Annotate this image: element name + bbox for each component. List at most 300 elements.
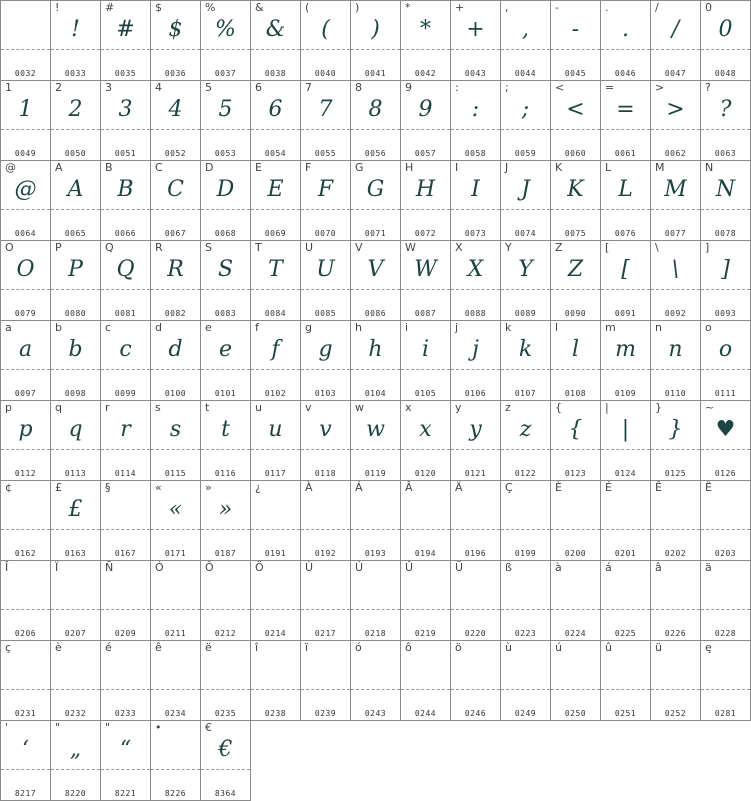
cell-character-label: Ù bbox=[305, 561, 314, 574]
baseline-guide bbox=[251, 689, 300, 690]
glyph-cell bbox=[500, 0, 550, 80]
baseline-guide bbox=[201, 529, 250, 530]
baseline-guide bbox=[101, 129, 150, 130]
glyph-cell bbox=[200, 160, 250, 240]
cell-codepoint: 0120 bbox=[414, 469, 437, 478]
glyph-sample bbox=[351, 577, 400, 609]
cell-codepoint: 0108 bbox=[564, 389, 587, 398]
baseline-guide bbox=[251, 449, 300, 450]
glyph-cell bbox=[150, 560, 200, 640]
cell-character-label: k bbox=[505, 321, 512, 334]
glyph-cell bbox=[100, 80, 150, 160]
cell-codepoint: 0072 bbox=[414, 229, 437, 238]
baseline-guide bbox=[201, 209, 250, 210]
cell-character-label: s bbox=[155, 401, 161, 414]
glyph-cell bbox=[350, 240, 400, 320]
glyph-sample: 5 bbox=[218, 97, 233, 122]
cell-character-label: L bbox=[605, 161, 612, 174]
glyph-cell bbox=[50, 560, 100, 640]
glyph-sample: j bbox=[472, 337, 479, 362]
glyph-sample: M bbox=[664, 177, 687, 202]
baseline-guide bbox=[651, 129, 700, 130]
cell-codepoint: 0082 bbox=[164, 309, 187, 318]
glyph-sample: 8 bbox=[368, 97, 383, 122]
cell-codepoint: 0235 bbox=[214, 709, 237, 718]
cell-character-label: $ bbox=[155, 1, 162, 14]
glyph-sample bbox=[101, 577, 150, 609]
glyph-sample: O bbox=[16, 257, 35, 282]
baseline-guide bbox=[451, 449, 500, 450]
glyph-cell bbox=[600, 480, 650, 560]
cell-codepoint: 0068 bbox=[214, 229, 237, 238]
cell-character-label: Ö bbox=[255, 561, 264, 574]
cell-character-label: Ï bbox=[55, 561, 59, 574]
cell-character-label: û bbox=[605, 641, 612, 654]
glyph-sample: £ bbox=[68, 497, 83, 522]
cell-character-label: u bbox=[255, 401, 262, 414]
cell-character-label: Ú bbox=[355, 561, 364, 574]
cell-character-label: ë bbox=[205, 641, 212, 654]
glyph-cell bbox=[300, 480, 350, 560]
baseline-guide bbox=[651, 449, 700, 450]
baseline-guide bbox=[551, 529, 600, 530]
cell-codepoint: 0103 bbox=[314, 389, 337, 398]
cell-character-label: 0 bbox=[705, 1, 712, 14]
glyph-cell bbox=[150, 240, 200, 320]
glyph-sample: ‘ bbox=[22, 737, 29, 762]
glyph-cell bbox=[150, 720, 200, 801]
glyph-cell bbox=[300, 320, 350, 400]
cell-character-label: W bbox=[405, 241, 416, 254]
baseline-guide bbox=[1, 369, 50, 370]
glyph-sample: d bbox=[168, 337, 183, 362]
cell-codepoint: 0211 bbox=[164, 629, 187, 638]
cell-codepoint: 0088 bbox=[464, 309, 487, 318]
glyph-sample bbox=[351, 657, 400, 689]
cell-character-label: / bbox=[655, 1, 659, 14]
cell-codepoint: 0086 bbox=[364, 309, 387, 318]
glyph-cell bbox=[550, 480, 600, 560]
glyph-cell bbox=[350, 640, 400, 721]
cell-character-label: P bbox=[55, 241, 62, 254]
glyph-cell bbox=[400, 640, 450, 721]
cell-character-label: g bbox=[305, 321, 312, 334]
glyph-sample: v bbox=[319, 417, 332, 442]
cell-codepoint: 0191 bbox=[264, 549, 287, 558]
glyph-sample: B bbox=[117, 177, 134, 202]
cell-character-label: { bbox=[555, 401, 562, 414]
cell-character-label: ' bbox=[5, 721, 9, 734]
glyph-sample: 4 bbox=[168, 97, 183, 122]
glyph-cell bbox=[300, 640, 350, 721]
glyph-cell bbox=[450, 0, 500, 80]
glyph-sample: , bbox=[522, 17, 529, 42]
glyph-cell bbox=[50, 320, 100, 400]
glyph-sample: b bbox=[68, 337, 83, 362]
cell-codepoint: 0203 bbox=[714, 549, 737, 558]
glyph-cell bbox=[300, 400, 350, 480]
glyph-sample: K bbox=[567, 177, 584, 202]
glyph-sample: a bbox=[18, 337, 33, 362]
cell-character-label: ü bbox=[655, 641, 662, 654]
cell-character-label: è bbox=[55, 641, 62, 654]
glyph-sample: $ bbox=[168, 17, 183, 42]
glyph-cell bbox=[350, 400, 400, 480]
glyph-sample: r bbox=[120, 417, 131, 442]
glyph-sample: » bbox=[218, 497, 233, 522]
cell-character-label: 7 bbox=[305, 81, 312, 94]
glyph-sample: Z bbox=[567, 257, 584, 282]
cell-character-label: R bbox=[155, 241, 163, 254]
glyph-sample bbox=[251, 657, 300, 689]
glyph-sample: g bbox=[318, 337, 333, 362]
cell-codepoint: 0063 bbox=[714, 149, 737, 158]
baseline-guide bbox=[151, 449, 200, 450]
glyph-cell bbox=[50, 240, 100, 320]
glyph-cell bbox=[700, 560, 751, 640]
cell-character-label: y bbox=[455, 401, 462, 414]
glyph-sample: h bbox=[368, 337, 383, 362]
cell-character-label: + bbox=[455, 1, 465, 14]
cell-character-label: q bbox=[55, 401, 62, 414]
cell-codepoint: 0062 bbox=[664, 149, 687, 158]
glyph-sample: \ bbox=[671, 257, 680, 282]
cell-codepoint: 0123 bbox=[564, 469, 587, 478]
glyph-cell bbox=[250, 560, 300, 640]
baseline-guide bbox=[1, 769, 50, 770]
baseline-guide bbox=[351, 609, 400, 610]
cell-codepoint: 0087 bbox=[414, 309, 437, 318]
baseline-guide bbox=[301, 129, 350, 130]
baseline-guide bbox=[501, 209, 550, 210]
glyph-cell bbox=[550, 320, 600, 400]
glyph-sample bbox=[1, 497, 50, 529]
cell-character-label: ( bbox=[305, 1, 310, 14]
baseline-guide bbox=[401, 369, 450, 370]
glyph-cell bbox=[100, 560, 150, 640]
baseline-guide bbox=[651, 609, 700, 610]
cell-character-label: X bbox=[455, 241, 463, 254]
glyph-sample bbox=[101, 497, 150, 529]
cell-codepoint: 0193 bbox=[364, 549, 387, 558]
baseline-guide bbox=[551, 609, 600, 610]
cell-codepoint: 0105 bbox=[414, 389, 437, 398]
glyph-cell bbox=[200, 400, 250, 480]
baseline-guide bbox=[51, 289, 100, 290]
glyph-sample bbox=[451, 497, 500, 529]
glyph-cell bbox=[600, 0, 650, 80]
glyph-cell bbox=[550, 80, 600, 160]
cell-codepoint: 0053 bbox=[214, 149, 237, 158]
glyph-sample: t bbox=[221, 417, 230, 442]
cell-character-label: [ bbox=[605, 241, 610, 254]
cell-codepoint: 0054 bbox=[264, 149, 287, 158]
cell-codepoint: 0126 bbox=[714, 469, 737, 478]
baseline-guide bbox=[101, 769, 150, 770]
cell-character-label: , bbox=[505, 1, 509, 14]
cell-character-label: < bbox=[555, 81, 565, 94]
cell-codepoint: 0125 bbox=[664, 469, 687, 478]
glyph-sample: & bbox=[265, 17, 286, 42]
glyph-cell bbox=[450, 160, 500, 240]
glyph-cell bbox=[650, 400, 700, 480]
cell-codepoint: 0107 bbox=[514, 389, 537, 398]
glyph-cell bbox=[100, 400, 150, 480]
cell-character-label: % bbox=[205, 1, 216, 14]
glyph-cell bbox=[500, 560, 550, 640]
glyph-sample: q bbox=[68, 417, 83, 442]
glyph-sample bbox=[651, 657, 700, 689]
glyph-cell bbox=[200, 320, 250, 400]
glyph-sample: Q bbox=[116, 257, 135, 282]
glyph-sample: S bbox=[217, 257, 234, 282]
glyph-sample bbox=[301, 657, 350, 689]
glyph-sample: F bbox=[317, 177, 334, 202]
glyph-cell bbox=[350, 560, 400, 640]
glyph-sample: / bbox=[671, 17, 680, 42]
cell-codepoint: 0251 bbox=[614, 709, 637, 718]
cell-codepoint: 0067 bbox=[164, 229, 187, 238]
glyph-cell bbox=[450, 400, 500, 480]
cell-character-label: ] bbox=[705, 241, 710, 254]
baseline-guide bbox=[201, 289, 250, 290]
cell-character-label: " bbox=[55, 721, 61, 734]
cell-character-label: 4 bbox=[155, 81, 162, 94]
baseline-guide bbox=[601, 369, 650, 370]
baseline-guide bbox=[251, 289, 300, 290]
glyph-cell bbox=[200, 480, 250, 560]
baseline-guide bbox=[551, 209, 600, 210]
cell-codepoint: 0228 bbox=[714, 629, 737, 638]
cell-codepoint: 0043 bbox=[464, 69, 487, 78]
glyph-cell bbox=[250, 480, 300, 560]
baseline-guide bbox=[251, 369, 300, 370]
cell-character-label: 1 bbox=[5, 81, 12, 94]
cell-codepoint: 0045 bbox=[564, 69, 587, 78]
cell-character-label: T bbox=[255, 241, 262, 254]
cell-codepoint: 0206 bbox=[14, 629, 37, 638]
cell-character-label: á bbox=[605, 561, 612, 574]
glyph-sample bbox=[601, 497, 650, 529]
glyph-sample: ! bbox=[71, 17, 80, 42]
glyph-sample bbox=[251, 577, 300, 609]
glyph-cell bbox=[300, 240, 350, 320]
glyph-cell bbox=[50, 160, 100, 240]
cell-codepoint: 0090 bbox=[564, 309, 587, 318]
cell-character-label: H bbox=[405, 161, 414, 174]
glyph-cell bbox=[150, 0, 200, 80]
cell-character-label: ę bbox=[705, 641, 712, 654]
baseline-guide bbox=[651, 209, 700, 210]
glyph-sample: H bbox=[415, 177, 436, 202]
cell-codepoint: 0223 bbox=[514, 629, 537, 638]
cell-codepoint: 0111 bbox=[714, 389, 737, 398]
cell-codepoint: 0115 bbox=[164, 469, 187, 478]
cell-codepoint: 0243 bbox=[364, 709, 387, 718]
glyph-sample: 1 bbox=[18, 97, 33, 122]
baseline-guide bbox=[1, 129, 50, 130]
cell-character-label: " bbox=[105, 721, 111, 734]
cell-codepoint: 0113 bbox=[64, 469, 87, 478]
cell-codepoint: 0058 bbox=[464, 149, 487, 158]
glyph-cell bbox=[400, 80, 450, 160]
glyph-sample bbox=[701, 657, 750, 689]
glyph-sample: { bbox=[568, 417, 583, 442]
glyph-sample bbox=[51, 577, 100, 609]
baseline-guide bbox=[401, 449, 450, 450]
baseline-guide bbox=[351, 689, 400, 690]
glyph-sample: ( bbox=[321, 17, 330, 42]
baseline-guide bbox=[551, 369, 600, 370]
baseline-guide bbox=[301, 289, 350, 290]
baseline-guide bbox=[1, 529, 50, 530]
glyph-cell bbox=[450, 240, 500, 320]
glyph-cell bbox=[500, 80, 550, 160]
glyph-sample bbox=[1, 577, 50, 609]
glyph-sample: „ bbox=[69, 737, 82, 762]
baseline-guide bbox=[501, 529, 550, 530]
cell-character-label: f bbox=[255, 321, 259, 334]
glyph-cell bbox=[250, 80, 300, 160]
glyph-sample: ; bbox=[521, 97, 530, 122]
baseline-guide bbox=[601, 449, 650, 450]
glyph-sample bbox=[151, 657, 200, 689]
glyph-sample: V bbox=[367, 257, 384, 282]
glyph-cell bbox=[150, 160, 200, 240]
glyph-sample: n bbox=[668, 337, 683, 362]
baseline-guide bbox=[101, 689, 150, 690]
glyph-cell bbox=[100, 720, 150, 801]
glyph-cell bbox=[400, 320, 450, 400]
glyph-sample: # bbox=[116, 17, 135, 42]
glyph-sample bbox=[151, 737, 200, 769]
glyph-cell bbox=[550, 0, 600, 80]
baseline-guide bbox=[401, 289, 450, 290]
cell-character-label: K bbox=[555, 161, 563, 174]
glyph-cell bbox=[650, 320, 700, 400]
cell-codepoint: 0212 bbox=[214, 629, 237, 638]
cell-character-label: ¢ bbox=[5, 481, 12, 494]
cell-codepoint: 0102 bbox=[264, 389, 287, 398]
cell-codepoint: 0073 bbox=[464, 229, 487, 238]
baseline-guide bbox=[51, 209, 100, 210]
cell-character-label: J bbox=[505, 161, 509, 174]
glyph-cell bbox=[700, 320, 751, 400]
baseline-guide bbox=[351, 529, 400, 530]
baseline-guide bbox=[351, 129, 400, 130]
cell-character-label: Z bbox=[555, 241, 563, 254]
baseline-guide bbox=[101, 369, 150, 370]
cell-character-label: O bbox=[5, 241, 14, 254]
cell-codepoint: 0121 bbox=[464, 469, 487, 478]
cell-codepoint: 0217 bbox=[314, 629, 337, 638]
cell-codepoint: 0207 bbox=[64, 629, 87, 638]
baseline-guide bbox=[301, 209, 350, 210]
cell-codepoint: 0093 bbox=[714, 309, 737, 318]
baseline-guide bbox=[151, 129, 200, 130]
cell-codepoint: 0050 bbox=[64, 149, 87, 158]
baseline-guide bbox=[101, 49, 150, 50]
glyph-cell bbox=[300, 560, 350, 640]
cell-codepoint: 0167 bbox=[114, 549, 137, 558]
cell-codepoint: 0075 bbox=[564, 229, 587, 238]
glyph-sample: f bbox=[271, 337, 280, 362]
baseline-guide bbox=[51, 609, 100, 610]
baseline-guide bbox=[651, 369, 700, 370]
cell-character-label: A bbox=[55, 161, 63, 174]
cell-codepoint: 0218 bbox=[364, 629, 387, 638]
cell-character-label: U bbox=[305, 241, 314, 254]
cell-codepoint: 0224 bbox=[564, 629, 587, 638]
glyph-sample: T bbox=[268, 257, 283, 282]
cell-character-label: î bbox=[255, 641, 259, 654]
cell-character-label: v bbox=[305, 401, 312, 414]
baseline-guide bbox=[551, 289, 600, 290]
glyph-sample bbox=[701, 497, 750, 529]
baseline-guide bbox=[701, 289, 750, 290]
cell-codepoint: 0219 bbox=[414, 629, 437, 638]
glyph-cell bbox=[700, 480, 751, 560]
baseline-guide bbox=[151, 209, 200, 210]
glyph-cell bbox=[0, 640, 50, 720]
cell-character-label: Ô bbox=[205, 561, 214, 574]
glyph-sample bbox=[1, 17, 50, 49]
baseline-guide bbox=[301, 369, 350, 370]
baseline-guide bbox=[501, 129, 550, 130]
glyph-cell bbox=[550, 240, 600, 320]
baseline-guide bbox=[251, 529, 300, 530]
glyph-cell bbox=[350, 480, 400, 560]
glyph-cell bbox=[200, 240, 250, 320]
glyph-sample: U bbox=[316, 257, 335, 282]
cell-character-label: j bbox=[455, 321, 459, 334]
glyph-cell bbox=[0, 160, 50, 240]
glyph-sample: | bbox=[621, 417, 630, 442]
cell-character-label: Ç bbox=[505, 481, 513, 494]
glyph-cell bbox=[450, 80, 500, 160]
cell-codepoint: 8226 bbox=[164, 789, 187, 798]
glyph-sample: . bbox=[622, 17, 629, 42]
glyph-cell bbox=[500, 640, 550, 721]
glyph-cell bbox=[600, 640, 650, 721]
glyph-cell bbox=[0, 400, 50, 480]
glyph-sample bbox=[651, 577, 700, 609]
glyph-cell bbox=[100, 0, 150, 80]
cell-character-label: | bbox=[605, 401, 609, 414]
cell-codepoint: 8220 bbox=[64, 789, 87, 798]
baseline-guide bbox=[451, 609, 500, 610]
baseline-guide bbox=[601, 689, 650, 690]
baseline-guide bbox=[451, 209, 500, 210]
glyph-sample: k bbox=[518, 337, 533, 362]
glyph-cell bbox=[700, 640, 751, 721]
baseline-guide bbox=[101, 449, 150, 450]
cell-character-label: F bbox=[305, 161, 312, 174]
baseline-guide bbox=[151, 609, 200, 610]
baseline-guide bbox=[401, 129, 450, 130]
glyph-cell bbox=[150, 640, 200, 720]
glyph-sample: < bbox=[566, 97, 585, 122]
glyph-cell bbox=[450, 320, 500, 400]
cell-character-label: € bbox=[205, 721, 212, 734]
cell-codepoint: 0104 bbox=[364, 389, 387, 398]
baseline-guide bbox=[1, 609, 50, 610]
glyph-sample: } bbox=[668, 417, 683, 442]
glyph-sample: G bbox=[366, 177, 385, 202]
baseline-guide bbox=[301, 529, 350, 530]
glyph-cell bbox=[700, 0, 751, 80]
glyph-sample bbox=[201, 657, 250, 689]
